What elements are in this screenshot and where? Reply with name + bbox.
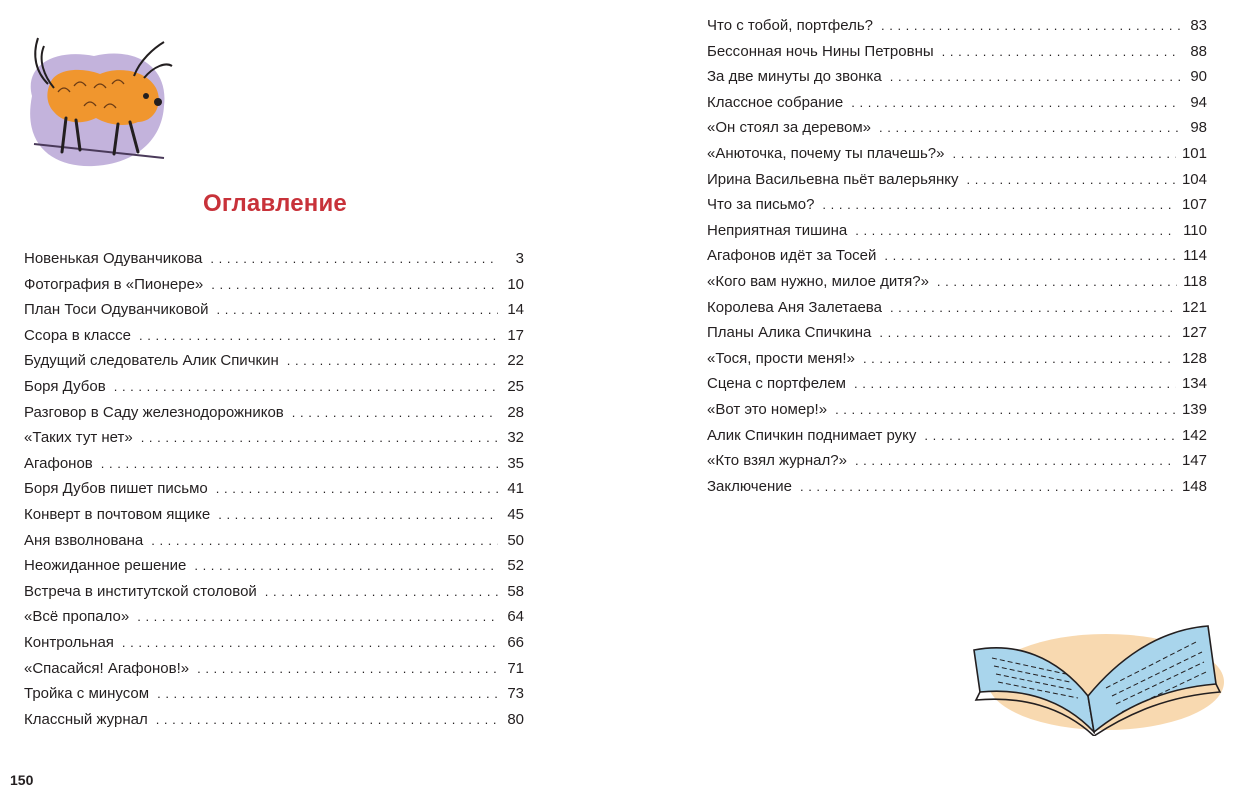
toc-entry [707,115,1207,141]
dot-leader [854,371,1176,397]
toc-entry-title: Фотография в «Пионере» [24,275,204,293]
toc-entry-title: Новенькая Одуванчикова [24,250,203,267]
toc-entry [24,681,524,707]
toc-entry-page: 148 [1181,477,1207,495]
dot-leader [287,348,498,374]
toc-entry-title: Аня взволнована [24,531,144,549]
dot-leader [800,474,1176,500]
toc-entry-title: Ссора в классе [24,326,131,344]
toc-heading: Оглавление [203,190,347,217]
dot-leader [218,502,498,528]
toc-entry-title: Классный журнал [24,710,148,728]
dot-leader [863,346,1176,372]
toc-entry [707,141,1207,167]
dot-leader [884,243,1177,269]
dot-leader [292,400,498,426]
toc-entry-title: Агафонов [24,454,93,472]
toc-entry-page: 14 [507,301,524,319]
toc-entry-page: 98 [1190,119,1207,137]
dot-leader [851,90,1181,116]
dot-leader [156,707,498,733]
toc-entry-title: Тройка с минусом [24,685,150,703]
terrier-dog-icon [14,26,174,172]
toc-entry-title: «Анюточка, почему ты плачешь?» [707,144,945,162]
toc-entry-page: 139 [1181,400,1207,418]
toc-entry-title: Что за письмо? [707,196,815,214]
dot-leader [139,323,498,349]
toc-entry-page: 28 [507,403,524,421]
dot-leader [942,39,1181,65]
toc-entry [707,218,1207,244]
toc-entry [24,400,524,426]
toc-entry [707,269,1207,295]
toc-entry-title: Боря Дубов пишет письмо [24,480,208,498]
toc-entry-title: Разговор в Саду железнодорожников [24,403,284,421]
dot-leader [822,192,1176,218]
dot-leader [211,272,498,298]
toc-entry [24,502,524,528]
toc-entry-title: Неприятная тишина [707,221,848,239]
toc-entry [707,192,1207,218]
dot-leader [890,295,1176,321]
toc-entry-title: За две минуты до звонка [707,68,882,86]
toc-entry-title: Королева Аня Залетаева [707,298,882,316]
toc-entry-page: 71 [507,659,524,677]
toc-entry [24,553,524,579]
toc-entry-title: Агафонов идёт за Тосей [707,247,877,265]
toc-entry-title: Алик Спичкин поднимает руку [707,426,917,444]
toc-entry-page: 35 [507,454,524,472]
toc-entry [707,371,1207,397]
toc-entry-page: 25 [507,377,524,395]
dot-leader [137,604,498,630]
dot-leader [855,218,1177,244]
dot-leader [835,397,1176,423]
toc-entry-title: «Всё пропало» [24,608,130,626]
toc-entry-page: 142 [1181,426,1207,444]
dot-leader [122,630,498,656]
dot-leader [879,320,1176,346]
toc-entry [707,346,1207,372]
toc-entry-title: Неожиданное решение [24,557,187,575]
toc-entry-page: 83 [1190,17,1207,34]
dot-leader [141,425,498,451]
toc-entry-title: Контрольная [24,633,114,651]
toc-entry [707,474,1207,500]
dot-leader [217,297,498,323]
dot-leader [101,451,498,477]
toc-entry [24,476,524,502]
dot-leader [967,167,1176,193]
toc-entry-title: «Он стоял за деревом» [707,119,872,137]
toc-entry-page: 80 [507,710,524,728]
toc-entry-title: Бессонная ночь Нины Петровны [707,42,934,60]
toc-entry-page: 114 [1183,247,1207,265]
dot-leader [265,579,498,605]
dot-leader [937,269,1177,295]
toc-entry [707,64,1207,90]
toc-entry [24,425,524,451]
dot-leader [197,656,498,682]
dot-leader [953,141,1176,167]
toc-entry-page: 94 [1190,93,1207,111]
toc-entry [24,323,524,349]
toc-entry [707,448,1207,474]
toc-entry-page: 88 [1190,42,1207,60]
toc-list-right [707,13,1207,499]
dot-leader [881,13,1181,39]
toc-entry [24,604,524,630]
toc-entry [707,167,1207,193]
toc-entry-page: 32 [507,429,524,447]
toc-entry-page: 64 [507,608,524,626]
toc-entry [24,579,524,605]
toc-entry-page: 3 [515,250,524,267]
toc-entry-title: «Вот это номер!» [707,400,828,418]
toc-entry [24,656,524,682]
toc-entry-title: Конверт в почтовом ящике [24,505,211,523]
dot-leader [210,246,498,272]
toc-entry-title: Сцена с портфелем [707,375,846,393]
dot-leader [114,374,498,400]
toc-entry-page: 110 [1183,221,1207,239]
dot-leader [194,553,498,579]
toc-entry-title: «Таких тут нет» [24,429,133,447]
toc-entry [707,243,1207,269]
toc-entry-title: «Спасайся! Агафонов!» [24,659,190,677]
page-number: 150 [10,772,34,788]
toc-entry-title: Встреча в институтской столовой [24,582,257,600]
dot-leader [157,681,498,707]
toc-entry-title: «Кто взял журнал?» [707,452,847,470]
toc-entry-page: 58 [507,582,524,600]
toc-entry-page: 90 [1190,68,1207,86]
toc-entry [707,320,1207,346]
toc-entry-title: «Кого вам нужно, милое дитя?» [707,272,929,290]
toc-entry-page: 127 [1181,324,1207,342]
toc-entry [24,348,524,374]
toc-entry-title: Заключение [707,477,792,495]
toc-entry-page: 41 [507,480,524,498]
toc-entry-page: 10 [507,275,524,293]
toc-entry-page: 22 [507,352,524,370]
toc-entry [24,707,524,733]
toc-entry-page: 66 [507,633,524,651]
toc-entry-page: 101 [1181,144,1207,162]
toc-entry-page: 121 [1181,298,1207,316]
toc-entry-page: 52 [507,557,524,575]
toc-entry [707,397,1207,423]
toc-entry-title: «Тося, прости меня!» [707,349,855,367]
dot-leader [879,115,1181,141]
toc-entry [707,13,1207,39]
toc-entry-page: 128 [1181,349,1207,367]
toc-entry-title: Что с тобой, портфель? [707,17,874,34]
toc-entry-page: 107 [1181,196,1207,214]
open-book-icon [966,612,1224,736]
toc-entry [707,295,1207,321]
toc-entry [24,374,524,400]
toc-entry [707,39,1207,65]
toc-list-left [24,246,524,732]
toc-entry [24,297,524,323]
toc-entry-title: План Тоси Одуванчиковой [24,301,209,319]
toc-entry-page: 45 [507,505,524,523]
toc-entry [707,423,1207,449]
toc-entry [24,272,524,298]
dot-leader [924,423,1176,449]
toc-entry-page: 147 [1181,452,1207,470]
toc-entry [24,630,524,656]
toc-entry-page: 50 [507,531,524,549]
toc-entry-page: 134 [1181,375,1207,393]
toc-entry-title: Классное собрание [707,93,844,111]
toc-entry-title: Будущий следователь Алик Спичкин [24,352,279,370]
toc-entry-title: Планы Алика Спичкина [707,324,872,342]
toc-entry-page: 17 [507,326,524,344]
dot-leader [216,476,498,502]
toc-entry-page: 118 [1183,272,1207,290]
toc-entry [707,90,1207,116]
dot-leader [855,448,1176,474]
toc-entry-page: 73 [507,685,524,703]
toc-entry-title: Боря Дубов [24,377,106,395]
dot-leader [151,528,498,554]
dot-leader [890,64,1181,90]
toc-entry-page: 104 [1181,170,1207,188]
toc-entry [24,528,524,554]
toc-entry-title: Ирина Васильевна пьёт валерьянку [707,170,959,188]
toc-entry [24,246,524,272]
toc-entry [24,451,524,477]
